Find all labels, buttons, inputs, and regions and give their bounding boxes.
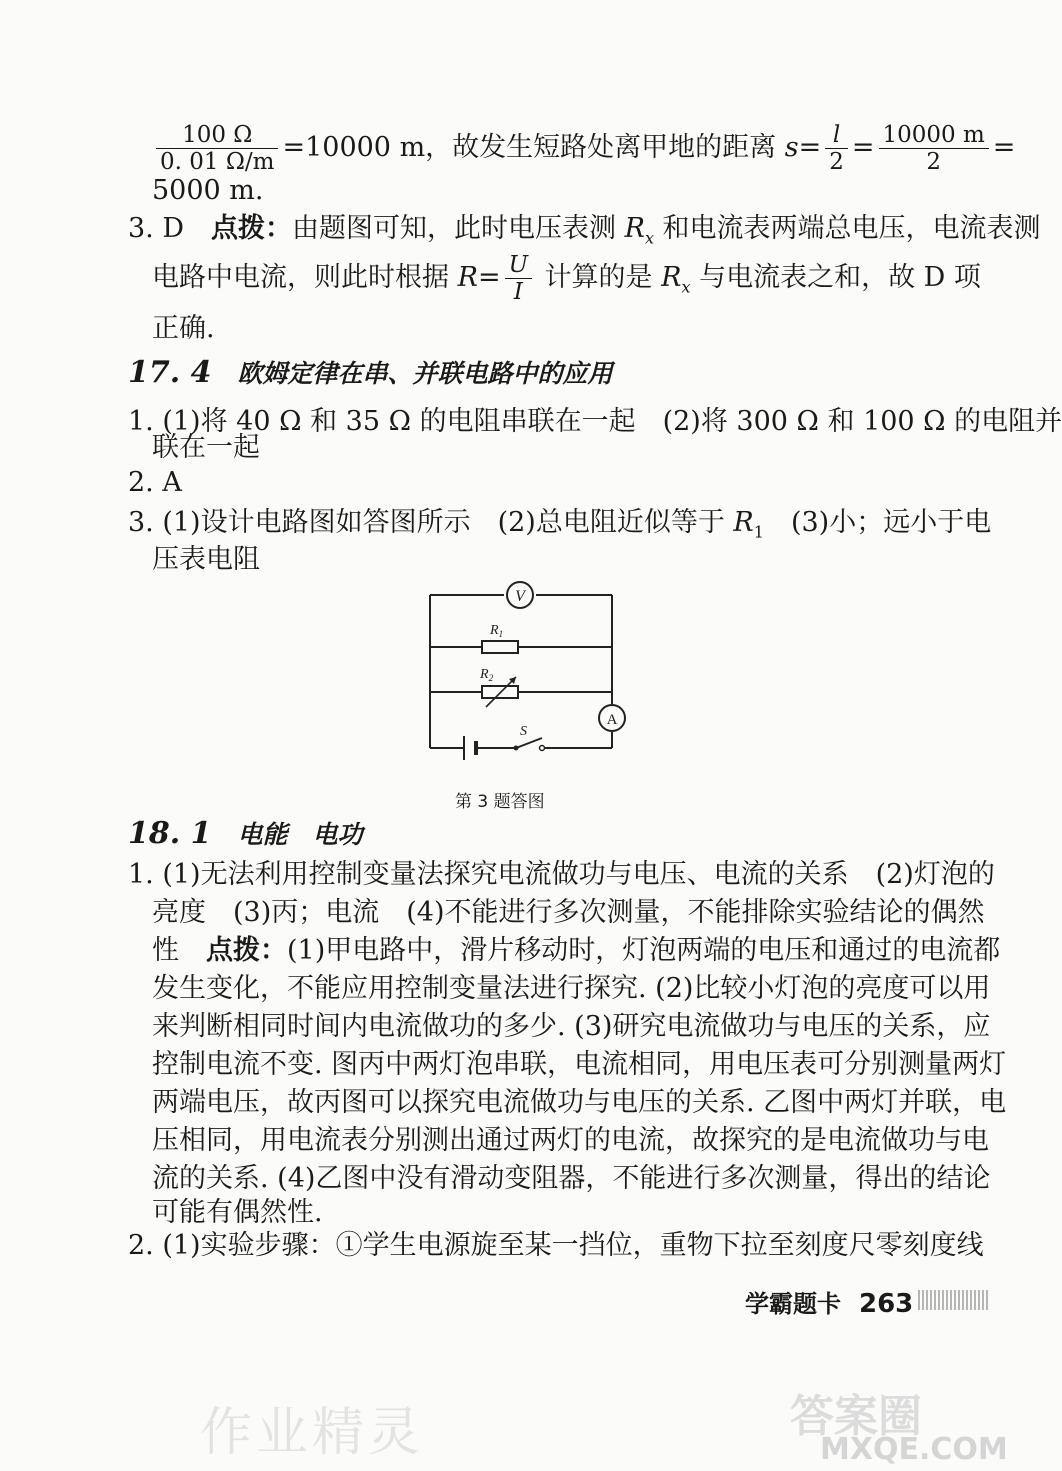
rheostat-r2-sub: 2	[488, 673, 494, 683]
rheostat-r2-label	[479, 667, 494, 683]
switch-label: S	[520, 724, 527, 739]
text-line: 2. A	[128, 467, 182, 498]
resistor-r1	[482, 641, 518, 653]
text-line: 流的关系. (4)乙图中没有滑动变阻器，不能进行多次测量，得出的结论	[152, 1163, 991, 1194]
resistor-r1-label	[489, 623, 503, 639]
equals: =	[477, 262, 501, 293]
section-number: 17. 4	[128, 355, 212, 390]
fraction	[156, 122, 278, 175]
footer-decoration	[918, 1290, 988, 1310]
equals: =	[851, 132, 875, 163]
text: 3. (1)设计电路图如答图所示 (2)总电阻近似等于	[128, 507, 734, 538]
equals: =	[798, 132, 822, 163]
text: (3)小；远小于电	[763, 507, 992, 538]
hint-label: 点拨：	[211, 213, 292, 244]
switch-lever	[516, 738, 542, 748]
section-heading	[128, 817, 363, 852]
text-line: 联在一起	[152, 432, 260, 463]
fraction-denominator: I	[513, 279, 523, 305]
watermark-logo: 答案圈	[790, 1391, 922, 1442]
text: 电路中电流，则此时根据	[152, 262, 458, 293]
text: 由题图可知，此时电压表测	[292, 213, 625, 244]
page-number: 263	[859, 1289, 914, 1319]
figure-caption: 第 3 题答图	[455, 792, 545, 812]
subscript: x	[681, 277, 691, 297]
text: =10000 m，故发生短路处离甲地的距离	[282, 132, 785, 163]
variable-r: R	[457, 262, 478, 293]
text-line: 1. (1)无法利用控制变量法探究电流做功与电压、电流的关系 (2)灯泡的	[128, 859, 995, 890]
variable-r: R	[733, 507, 754, 538]
subscript: x	[644, 228, 654, 248]
switch-contact	[540, 746, 545, 751]
answer-q3-line2	[152, 252, 981, 305]
subscript: 1	[753, 522, 764, 542]
text-line: 亮度 (3)丙；电流 (4)不能进行多次测量，不能排除实验结论的偶然	[152, 897, 985, 928]
fraction-numerator: l	[825, 122, 848, 149]
circuit-diagram	[420, 575, 630, 755]
hint-label: 点拨：	[206, 935, 287, 966]
variable-r: R	[624, 213, 645, 244]
fraction-denominator: 0. 01 Ω/m	[160, 149, 275, 175]
resistor-r1-sub: 1	[498, 629, 504, 639]
question-number: 3. D	[128, 213, 184, 244]
text-line	[152, 934, 1000, 968]
variable-s: s	[784, 132, 799, 163]
text-line: 正确.	[152, 313, 215, 344]
text-line: 来判断相同时间内电流做功的多少. (3)研究电流做功与电压的关系，应	[152, 1011, 991, 1042]
section-heading	[128, 356, 613, 391]
text: 性	[152, 935, 206, 966]
text-line: 两端电压，故丙图可以探究电流做功与电压的关系. 乙图中两灯并联，电	[152, 1087, 1007, 1118]
text-line: 1. (1)将 40 Ω 和 35 Ω 的电阻串联在一起 (2)将 300 Ω 和 100 Ω 的电阻并	[128, 406, 1062, 437]
text-line: 5000 m.	[152, 175, 264, 206]
text: 与电流表之和，故 D 项	[690, 262, 981, 293]
fraction-denominator: 2	[926, 149, 941, 175]
text: 和电流表两端总电压，电流表测	[653, 213, 1041, 244]
watermark-left: 作业精灵	[200, 1403, 425, 1463]
variable-r: R	[661, 262, 682, 293]
fraction	[505, 252, 532, 305]
equation-line	[152, 122, 1015, 175]
fraction-numerator: U	[505, 252, 532, 279]
text-line: 2. (1)实验步骤：①学生电源旋至某一挡位，重物下拉至刻度尺零刻度线	[128, 1230, 984, 1261]
book-title: 学霸题卡	[745, 1290, 841, 1318]
fraction-numerator: 10000 m	[879, 122, 989, 149]
fraction	[879, 122, 989, 175]
text-line: 可能有偶然性.	[152, 1197, 323, 1228]
fraction-denominator: 2	[829, 149, 844, 175]
text-line: 压相同，用电流表分别测出通过两灯的电流，故探究的是电流做功与电	[152, 1125, 989, 1156]
section-title: 欧姆定律在串、并联电路中的应用	[237, 359, 613, 388]
text-line: 压表电阻	[152, 544, 260, 575]
section-title: 电能 电功	[237, 820, 363, 849]
text-line: 发生变化，不能应用控制变量法进行探究. (2)比较小灯泡的亮度可以用	[152, 973, 991, 1004]
voltmeter-label: V	[515, 588, 525, 605]
rheostat-r2-letter: R	[480, 667, 489, 682]
text: 计算的是	[535, 262, 662, 293]
section-number: 18. 1	[128, 816, 212, 851]
watermark-url: MXQE.COM	[820, 1432, 1008, 1467]
ammeter-label: A	[606, 712, 618, 728]
text-line: 控制电流不变. 图丙中两灯泡串联，电流相同，用电压表可分别测量两灯	[152, 1049, 1007, 1080]
equals: =	[992, 132, 1016, 163]
answer-q3-line1	[128, 212, 1041, 255]
text: (1)甲电路中，滑片移动时，灯泡两端的电压和通过的电流都	[287, 935, 1001, 966]
switch-pivot	[514, 746, 519, 751]
battery-symbol	[464, 736, 476, 760]
fraction-numerator: 100 Ω	[156, 122, 278, 149]
page-footer	[745, 1284, 913, 1319]
fraction	[825, 122, 848, 175]
resistor-r1-letter: R	[490, 623, 499, 638]
